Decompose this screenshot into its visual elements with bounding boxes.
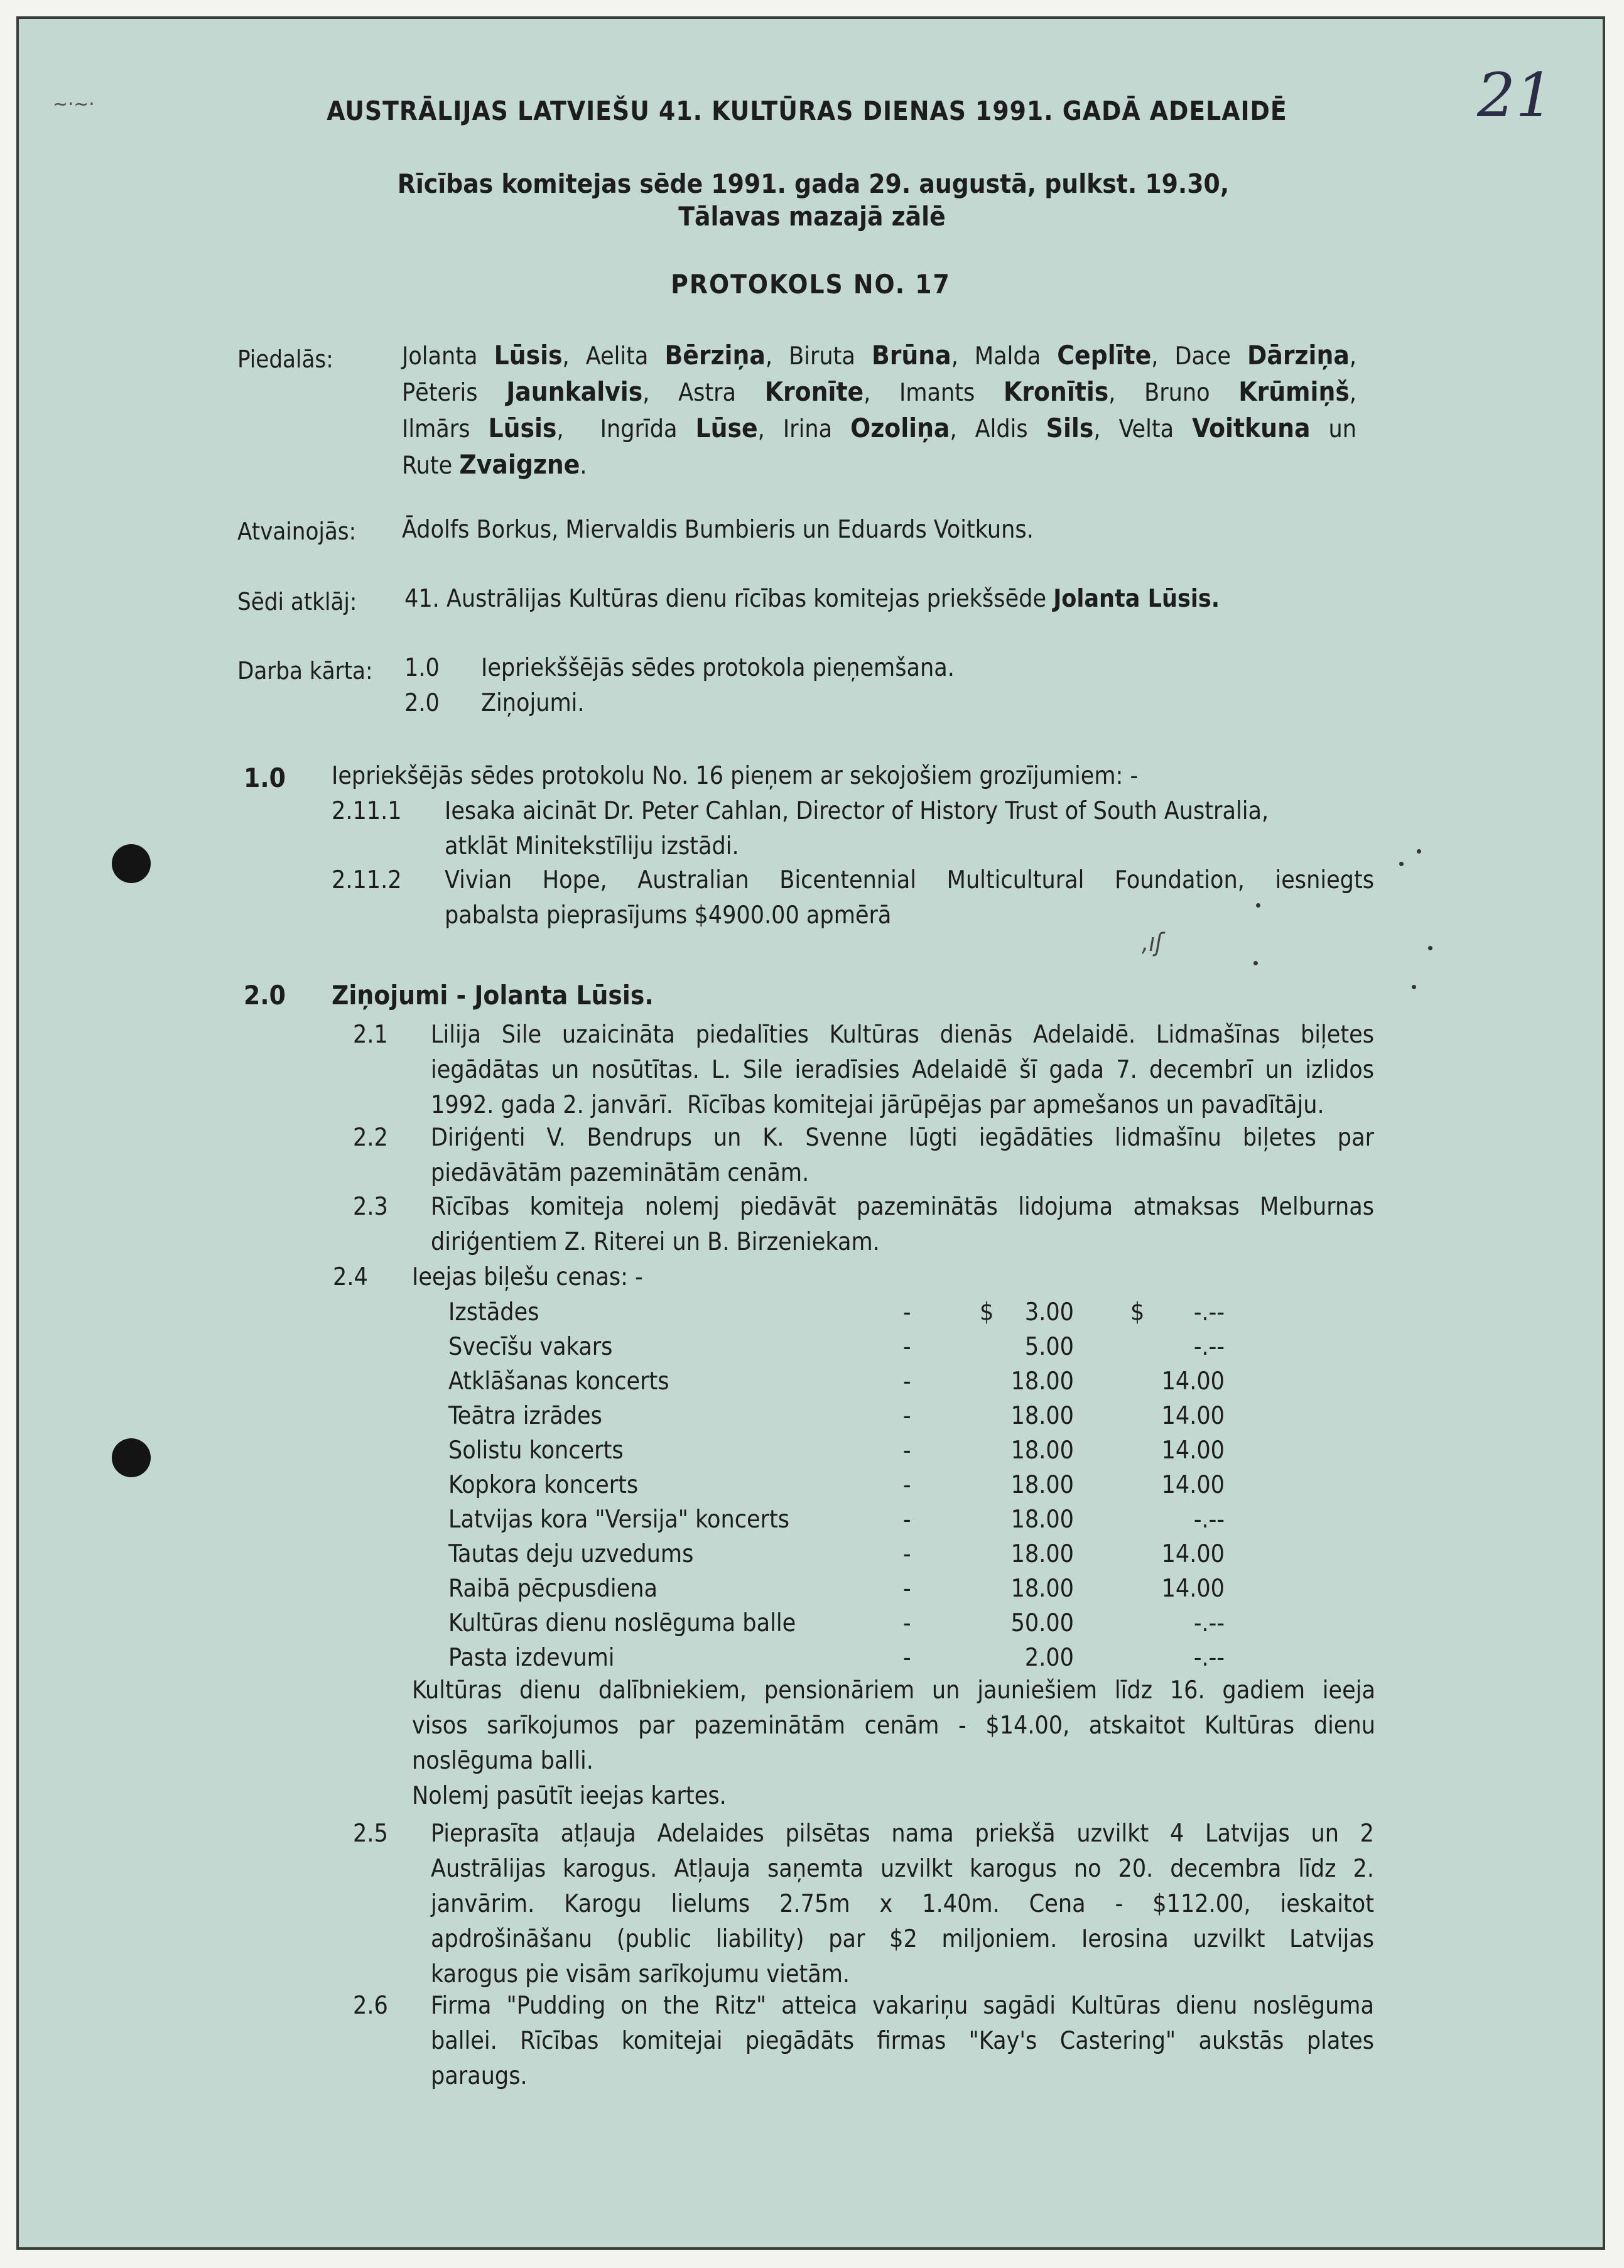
attendee-text: , [1349,342,1356,371]
attendee-surname: Jaunkalvis [506,376,643,407]
attendee-text: , Velta [1093,415,1193,443]
attendee-text: , Astra [642,379,765,407]
item-number: 2.6 [353,1992,388,2020]
price-row-event: Izstādes [448,1298,539,1327]
item-text [431,1017,1374,1123]
opened-chair-name: Jolanta Lūsis. [1053,585,1220,613]
amendment-text-1 [445,794,1374,864]
price-row-event: Solistu koncerts [448,1436,624,1465]
price-row-full: 50.00 [1010,1609,1074,1637]
price-row-full: 18.00 [1010,1436,1074,1465]
price-row-dash: - [903,1540,911,1568]
speck [1412,985,1416,989]
item-line: diriģentiem Z. Riterei un B. Birzeniekam. [431,1228,880,1256]
section1-number: 1.0 [244,762,286,793]
protocol-number: PROTOKOLS NO. 17 [671,269,951,300]
item-line: Rīcības komiteja nolemj piedāvāt pazeminātās lidojuma atmaksas Melburnas [431,1193,1374,1221]
price-note-line: visos sarīkojumos par pazeminātām cenām - $14.00, atskaitot Kultūras dienu [412,1712,1375,1740]
price-note-line: noslēguma balli. [412,1747,593,1775]
present-label: Piedalās: [237,345,333,373]
attendee-surname: Brūna [871,340,951,371]
attendee-text: , Imants [863,379,1004,407]
price-row-full: 18.00 [1010,1471,1074,1499]
price-currency-reduced: $ [1130,1298,1145,1327]
attendee-text: un [1310,415,1357,443]
price-row-dash: - [903,1506,911,1534]
price-row-dash: - [903,1298,911,1327]
price-row-dash: - [903,1367,911,1396]
price-currency-full: $ [980,1298,994,1327]
item-line: Diriģenti V. Bendrups un K. Svenne lūgti iegādāties lidmašīnu biļetes par [431,1124,1374,1152]
item-line: ballei. Rīcības komitejai piegādāts firmas "Kay's Castering" aukstās plates [431,2027,1374,2055]
amendment-text-2 [445,863,1374,933]
attendee-surname: Krūmiņš [1238,376,1350,407]
prices-intro: Ieejas biļešu cenas: - [412,1263,643,1291]
item-line: Lilija Sile uzaicināta piedalīties Kultūras dienās Adelaidē. Lidmašīnas biļetes [431,1021,1374,1049]
item-number: 2.2 [353,1124,388,1152]
attendee-text: . [580,452,587,480]
price-row-full: 18.00 [1010,1540,1074,1568]
section1-text: Iepriekšējās sēdes protokolu No. 16 pieņem ar sekojošiem grozījumiem: - [332,762,1139,790]
amendment-num-1: 2.11.1 [332,797,402,825]
attendee-surname: Sils [1046,413,1094,443]
amendment-2-line-1: Vivian Hope, Australian Bicentennial Multicultural Foundation, iesniegts [445,866,1374,894]
price-row-full: 2.00 [1024,1644,1074,1672]
attendee-text: , Dace [1151,342,1248,371]
item-text [431,1989,1374,2094]
agenda-item-num-1: 1.0 [404,654,440,682]
item-line: iegādātas un nosūtītas. L. Sile ieradīsies Adelaidē šī gada 7. decembrī un izlidos [431,1056,1374,1084]
speck [1428,946,1432,950]
amendment-1-line-1: Iesaka aicināt Dr. Peter Cahlan, Director of History Trust of South Australia, [445,797,1269,825]
price-row-event: Atklāšanas koncerts [448,1367,669,1396]
present-line [402,411,1356,447]
price-row-dash: - [903,1575,911,1603]
agenda-label: Darba kārta: [237,657,373,685]
attendee-surname: Kronītis [1004,376,1109,407]
price-row-dash: - [903,1471,911,1499]
price-row-full: 18.00 [1010,1402,1074,1430]
agenda-item-text-2: Ziņojumi. [481,689,585,717]
document-title: AUSTRĀLIJAS LATVIEŠU 41. KULTŪRAS DIENAS 1991. GADĀ ADELAIDĒ [327,95,1287,126]
pencil-mark: ,ıʃ [1142,928,1163,957]
price-row-reduced: -.-- [1193,1298,1225,1327]
price-note-line: Kultūras dienu dalībniekiem, pensionāriem un jauniešiem līdz 16. gadiem ieeja [412,1676,1375,1705]
amendment-num-2: 2.11.2 [332,866,402,894]
attendee-surname: Lūsis [488,413,557,443]
present-line [402,447,1356,484]
price-row-event: Kultūras dienu noslēguma balle [448,1609,796,1637]
corner-smudge-mark: ~·~· [53,92,95,116]
meeting-info-line1: Rīcības komitejas sēde 1991. gada 29. augustā, pulkst. 19.30, [397,168,1230,199]
handwritten-page-number: 21 [1477,60,1554,131]
opened-text-plain: 41. Austrālijas Kultūras dienu rīcības komitejas priekšsēde [404,585,1054,613]
price-row-dash: - [903,1609,911,1637]
item-line: Pieprasīta atļauja Adelaides pilsētas nama priekšā uzvilkt 4 Latvijas un 2 [431,1820,1374,1848]
attendee-text: , Ingrīda [556,415,696,443]
price-row-reduced: 14.00 [1161,1367,1225,1396]
present-line [402,338,1356,374]
price-row-dash: - [903,1644,911,1672]
attendee-text: , Malda [951,342,1058,371]
punch-hole-bottom [112,1438,151,1477]
price-row-event: Latvijas kora "Versija" koncerts [448,1506,790,1534]
price-row-reduced: -.-- [1193,1644,1225,1672]
price-row-reduced: -.-- [1193,1333,1225,1361]
attendee-text: , Irina [757,415,851,443]
attendee-text: , Biruta [765,342,872,371]
price-row-full: 3.00 [1024,1298,1074,1327]
price-row-dash: - [903,1436,911,1465]
attendee-text: Ilmārs [402,415,489,443]
price-row-dash: - [903,1402,911,1430]
price-row-full: 5.00 [1024,1333,1074,1361]
attendee-text: , Bruno [1108,379,1239,407]
meeting-info-line2: Tālavas mazajā zālē [678,201,946,232]
amendment-2-line-2: pabalsta pieprasījums $4900.00 apmērā [445,901,892,930]
price-row-event: Tautas deju uzvedums [448,1540,694,1568]
apologies-text: Ādolfs Borkus, Miervaldis Bumbieris un Eduards Voitkuns. [402,516,1034,544]
attendee-text: Pēteris [402,379,507,407]
agenda-item-text-1: Iepriekššējās sēdes protokola pieņemšana. [481,654,955,682]
item-line: 1992. gada 2. janvārī. Rīcības komitejai jārūpējas par apmešanos un pavadītāju. [431,1091,1324,1119]
price-note [412,1673,1375,1814]
attendee-text: , Aelita [562,342,665,371]
agenda-item-num-2: 2.0 [404,689,440,717]
attendee-text: Jolanta [402,342,494,371]
attendee-surname: Zvaigzne [459,449,580,480]
item-number: 2.3 [353,1193,388,1221]
price-row-reduced: -.-- [1193,1609,1225,1637]
present-line [402,374,1356,411]
attendee-text: , [1349,379,1356,407]
price-row-event: Raibā pēcpusdiena [448,1575,658,1603]
price-row-reduced: 14.00 [1161,1402,1225,1430]
item-text [431,1120,1374,1191]
price-row-event: Teātra izrādes [448,1402,602,1430]
attendee-surname: Ozoliņa [850,413,950,443]
price-row-reduced: 14.00 [1161,1436,1225,1465]
attendee-surname: Kronīte [764,376,864,407]
price-row-full: 18.00 [1010,1506,1074,1534]
attendee-surname: Ceplīte [1057,340,1152,371]
opened-label: Sēdi atklāj: [237,588,357,616]
price-row-full: 18.00 [1010,1367,1074,1396]
attendee-text: , Aldis [950,415,1046,443]
item-number: 2.1 [353,1021,388,1049]
punch-hole-top [112,844,151,883]
price-row-reduced: 14.00 [1161,1540,1225,1568]
item-line: piedāvātām pazeminātām cenām. [431,1159,809,1187]
speck [1399,862,1404,866]
item-number: 2.5 [353,1820,388,1848]
price-row-event: Pasta izdevumi [448,1644,615,1672]
item-line: Austrālijas karogus. Atļauja saņemta uzvilkt karogus no 20. decembra līdz 2. [431,1855,1374,1883]
amendment-1-line-2: atklāt Minitekstīliju izstādi. [445,832,739,860]
price-row-event: Kopkora koncerts [448,1471,639,1499]
document-page [16,16,1605,2250]
section2-title: Ziņojumi - Jolanta Lūsis. [332,980,654,1011]
price-row-full: 18.00 [1010,1575,1074,1603]
item-text [431,1816,1374,1992]
item-line: Firma "Pudding on the Ritz" atteica vakariņu sagādi Kultūras dienu noslēguma [431,1992,1374,2020]
opened-text [404,582,1220,617]
price-decision: Nolemj pasūtīt ieejas kartes. [412,1782,727,1810]
speck [1417,849,1421,854]
item-line: karogus pie visām sarīkojumu vietām. [431,1960,850,1989]
item-line: janvārim. Karogu lielums 2.75m x 1.40m. Cena - $112.00, ieskaitot [431,1890,1374,1918]
apologies-label: Atvainojās: [237,518,357,545]
price-row-reduced: -.-- [1193,1506,1225,1534]
price-row-reduced: 14.00 [1161,1471,1225,1499]
attendee-surname: Voitkuna [1192,413,1311,443]
attendee-text: Rute [402,452,460,480]
item-line: apdrošināšanu (public liability) par $2 miljoniem. Ierosina uzvilkt Latvijas [431,1925,1374,1953]
present-list [402,338,1356,484]
prices-number: 2.4 [333,1263,368,1291]
attendee-surname: Dārziņa [1247,340,1350,371]
price-row-dash: - [903,1333,911,1361]
section2-number: 2.0 [244,980,286,1011]
attendee-surname: Bērziņa [664,340,766,371]
attendee-surname: Lūse [695,413,758,443]
price-row-event: Svecīšu vakars [448,1333,613,1361]
attendee-surname: Lūsis [494,340,563,371]
item-line: paraugs. [431,2062,528,2090]
speck [1253,961,1258,965]
item-text [431,1190,1374,1260]
price-row-reduced: 14.00 [1161,1575,1225,1603]
